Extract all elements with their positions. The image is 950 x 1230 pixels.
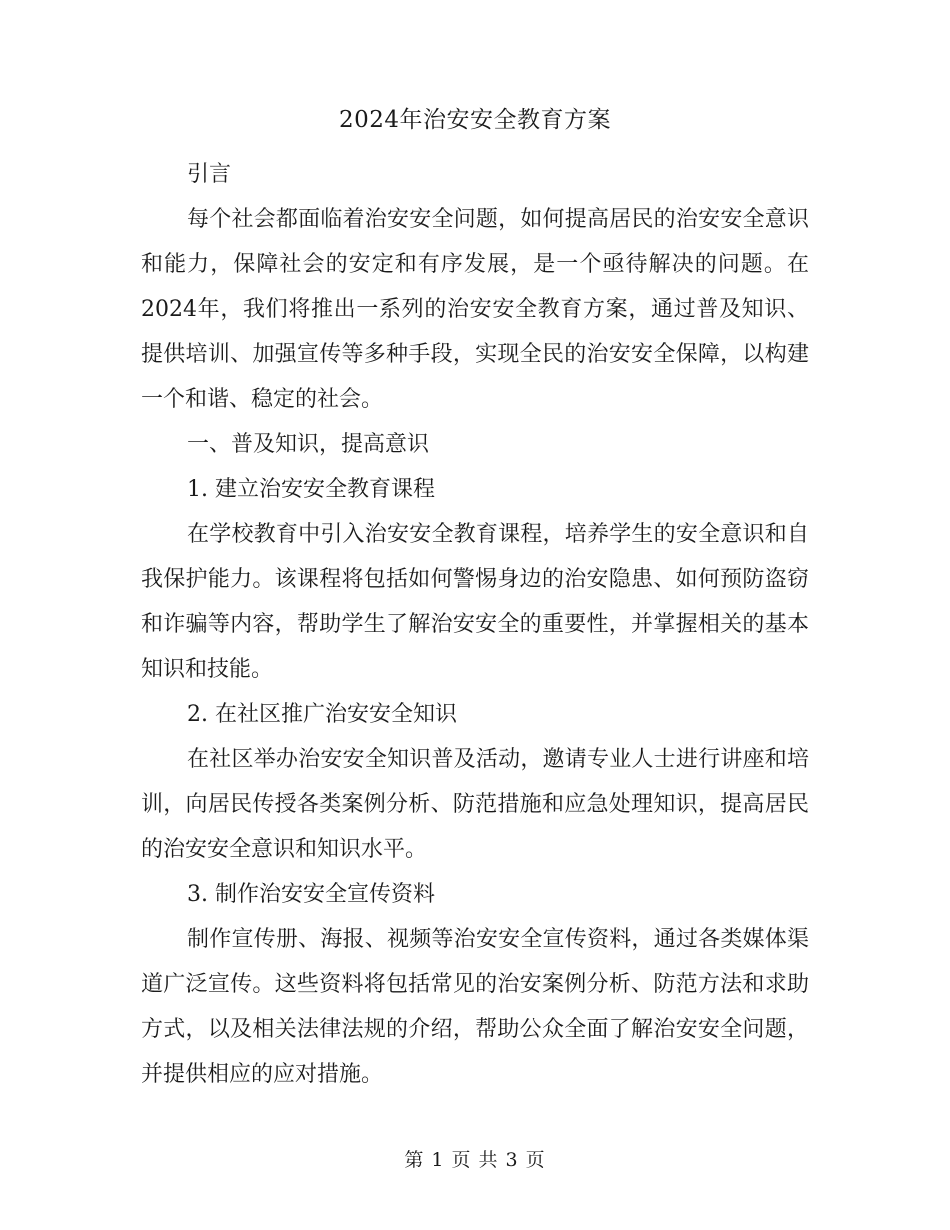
item-3-paragraph: 制作宣传册、海报、视频等治安安全宣传资料，通过各类媒体渠道广泛宣传。这些资料将包括常见的治安案例分析、防范方法和求助方式，以及相关法律法规的介绍，帮助公众全面了解治安安全问题，并提供相应的应对措施。 bbox=[141, 927, 809, 1087]
item-2-heading: 2. 在社区推广治安安全知识 bbox=[187, 702, 457, 727]
intro-heading: 引言 bbox=[187, 162, 232, 187]
item-2-paragraph: 在社区举办治安安全知识普及活动，邀请专业人士进行讲座和培训，向居民传授各类案例分析、防范措施和应急处理知识，提高居民的治安安全意识和知识水平。 bbox=[141, 747, 809, 862]
intro-paragraph: 每个社会都面临着治安安全问题，如何提高居民的治安安全意识和能力，保障社会的安定和有序发展，是一个亟待解决的问题。在2024年，我们将推出一系列的治安安全教育方案，通过普及知识、提供培训、加强宣传等多种手段，实现全民的治安安全保障，以构建一个和谐、稳定的社会。 bbox=[141, 207, 809, 412]
section-1-heading: 一、普及知识，提高意识 bbox=[187, 432, 430, 457]
item-3-heading: 3. 制作治安安全宣传资料 bbox=[187, 882, 435, 907]
document-title: 2024年治安安全教育方案 bbox=[338, 107, 612, 133]
item-1-heading: 1. 建立治安安全教育课程 bbox=[187, 477, 435, 502]
page-number-footer: 第 1 页 共 3 页 bbox=[404, 1149, 546, 1171]
item-1-paragraph: 在学校教育中引入治安安全教育课程，培养学生的安全意识和自我保护能力。该课程将包括如何警惕身边的治安隐患、如何预防盗窃和诈骗等内容，帮助学生了解治安安全的重要性，并掌握相关的基本知识和技能。 bbox=[141, 522, 809, 682]
document-body bbox=[141, 152, 809, 1097]
